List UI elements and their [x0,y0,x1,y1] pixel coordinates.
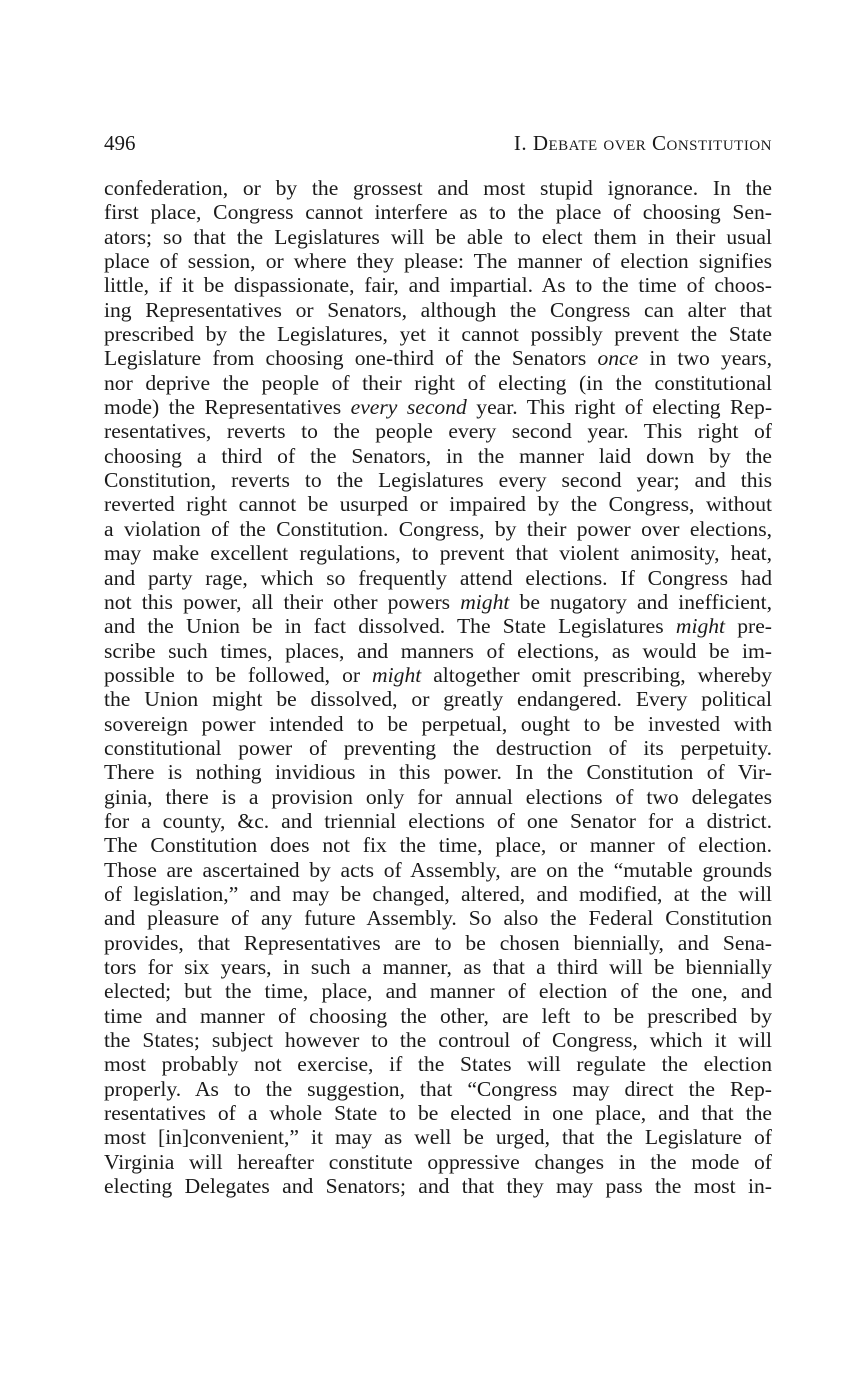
text-run: resentatives, reverts to the people every second year. This right of [104,419,772,444]
text-line [104,858,772,882]
text-run: Virginia will hereafter constitute oppressive changes in the mode of [104,1149,772,1174]
text-run: scribe such times, places, and manners of elections, as would be im- [104,638,772,663]
body-text [104,176,772,1198]
text-run: first place, Congress cannot interfere as to the place of choosing Sen- [104,200,772,225]
text-line [104,785,772,809]
text-run: year. This right of electing Rep- [466,395,773,420]
text-run: reverted right cannot be usurped or impaired by the Congress, without [104,492,772,517]
text-run: most [in]convenient,” it may as well be urged, that the Legislature of [104,1125,772,1150]
text-line [104,1077,772,1101]
text-run: place of session, or where they please: The manner of election signifies [104,249,772,274]
book-page [104,126,772,1198]
text-run: a violation of the Constitution. Congress, by their power over elections, [104,516,772,541]
text-run: possible to be followed, or [104,662,373,687]
text-line [104,419,772,443]
text-run: ators; so that the Legislatures will be able to elect them in their usual [104,224,772,249]
text-run: in two years, [638,346,772,371]
text-line [104,1150,772,1174]
text-line [104,517,772,541]
text-line [104,1028,772,1052]
text-run: electing Delegates and Senators; and that they may pass the most in- [104,1174,772,1199]
text-run: the Union might be dissolved, or greatly endangered. Every political [104,687,772,712]
text-line [104,906,772,930]
text-line [104,346,772,370]
text-run: be nugatory and inefficient, [509,589,772,614]
italic-text: every second [350,395,467,420]
text-run: sovereign power intended to be perpetual, ought to be invested with [104,711,772,736]
text-line [104,882,772,906]
page-number: 496 [104,131,136,155]
running-title [514,126,772,160]
text-line [104,614,772,638]
text-line [104,590,772,614]
text-line [104,1101,772,1125]
text-run: may make excellent regulations, to prevent that violent animosity, heat, [104,541,772,566]
text-line [104,809,772,833]
text-run: altogether omit prescribing, whereby [421,662,772,687]
text-run: The Constitution does not fix the time, place, or manner of election. [104,833,772,858]
italic-text: might [675,614,726,639]
text-run: the States; subject however to the controul of Congress, which it will [104,1028,772,1053]
text-run: confederation, or by the grossest and most stupid ignorance. In the [104,176,772,200]
text-line [104,395,772,419]
text-run: pre- [725,614,772,639]
running-title-text: I. Debate over Constitution [513,131,772,155]
text-run: choosing a third of the Senators, in the manner laid down by the [104,443,772,468]
italic-text: might [460,589,510,614]
text-line [104,492,772,516]
text-line [104,225,772,249]
text-run: and pleasure of any future Assembly. So also the Federal Constitution [104,906,772,931]
text-run: not this power, all their other powers [104,589,461,614]
text-line [104,444,772,468]
text-run: and party rage, which so frequently attend elections. If Congress had [104,565,772,590]
italic-text: might [372,662,422,687]
text-run: elected; but the time, place, and manner of election of the one, and [104,979,772,1004]
text-line [104,371,772,395]
text-run: most probably not exercise, if the States will regulate the election [104,1052,772,1077]
text-line [104,931,772,955]
text-line [104,1004,772,1028]
text-run: Those are ascertained by acts of Assembly, are on the “mutable grounds [104,857,772,882]
text-line [104,663,772,687]
text-line [104,833,772,857]
text-run: There is nothing invidious in this power. In the Constitution of Vir- [104,760,772,785]
text-line [104,639,772,663]
text-run: ing Representatives or Senators, although the Congress can alter that [104,297,772,322]
text-line [104,468,772,492]
text-line [104,736,772,760]
text-line [104,566,772,590]
text-run: provides, that Representatives are to be chosen biennially, and Sena- [104,930,772,955]
text-line [104,322,772,346]
text-line [104,541,772,565]
text-line [104,298,772,322]
running-head [104,126,772,160]
text-line [104,1125,772,1149]
text-line [104,712,772,736]
text-line [104,273,772,297]
text-run: Legislature from choosing one-third of the Senators [104,346,598,371]
text-run: for a county, &c. and triennial elections of one Senator for a district. [104,808,772,833]
text-run: mode) the Representatives [104,395,351,420]
text-run: ginia, there is a provision only for annual elections of two delegates [104,784,772,809]
text-line [104,1174,772,1198]
text-run: nor deprive the people of their right of electing (in the constitutional [104,370,772,395]
text-line [104,249,772,273]
text-run: resentatives of a whole State to be elected in one place, and that the [104,1101,772,1126]
text-run: properly. As to the suggestion, that “Congress may direct the Rep- [104,1076,772,1101]
text-line [104,955,772,979]
text-line [104,687,772,711]
text-line [104,200,772,224]
text-run: tors for six years, in such a manner, as that a third will be biennially [104,955,772,979]
text-line [104,1052,772,1076]
text-run: time and manner of choosing the other, are left to be prescribed by [104,1003,772,1028]
text-line [104,979,772,1003]
text-line [104,760,772,784]
text-run: of legislation,” and may be changed, altered, and modified, at the will [104,881,772,906]
text-line [104,176,772,200]
italic-text: once [597,346,639,371]
text-run: Constitution, reverts to the Legislatures every second year; and this [104,468,772,493]
text-run: prescribed by the Legislatures, yet it cannot possibly prevent the State [104,322,772,347]
text-run: little, if it be dispassionate, fair, and impartial. As to the time of choos- [104,273,772,298]
text-run: constitutional power of preventing the destruction of its perpetuity. [104,735,772,760]
text-run: and the Union be in fact dissolved. The State Legislatures [104,614,676,639]
